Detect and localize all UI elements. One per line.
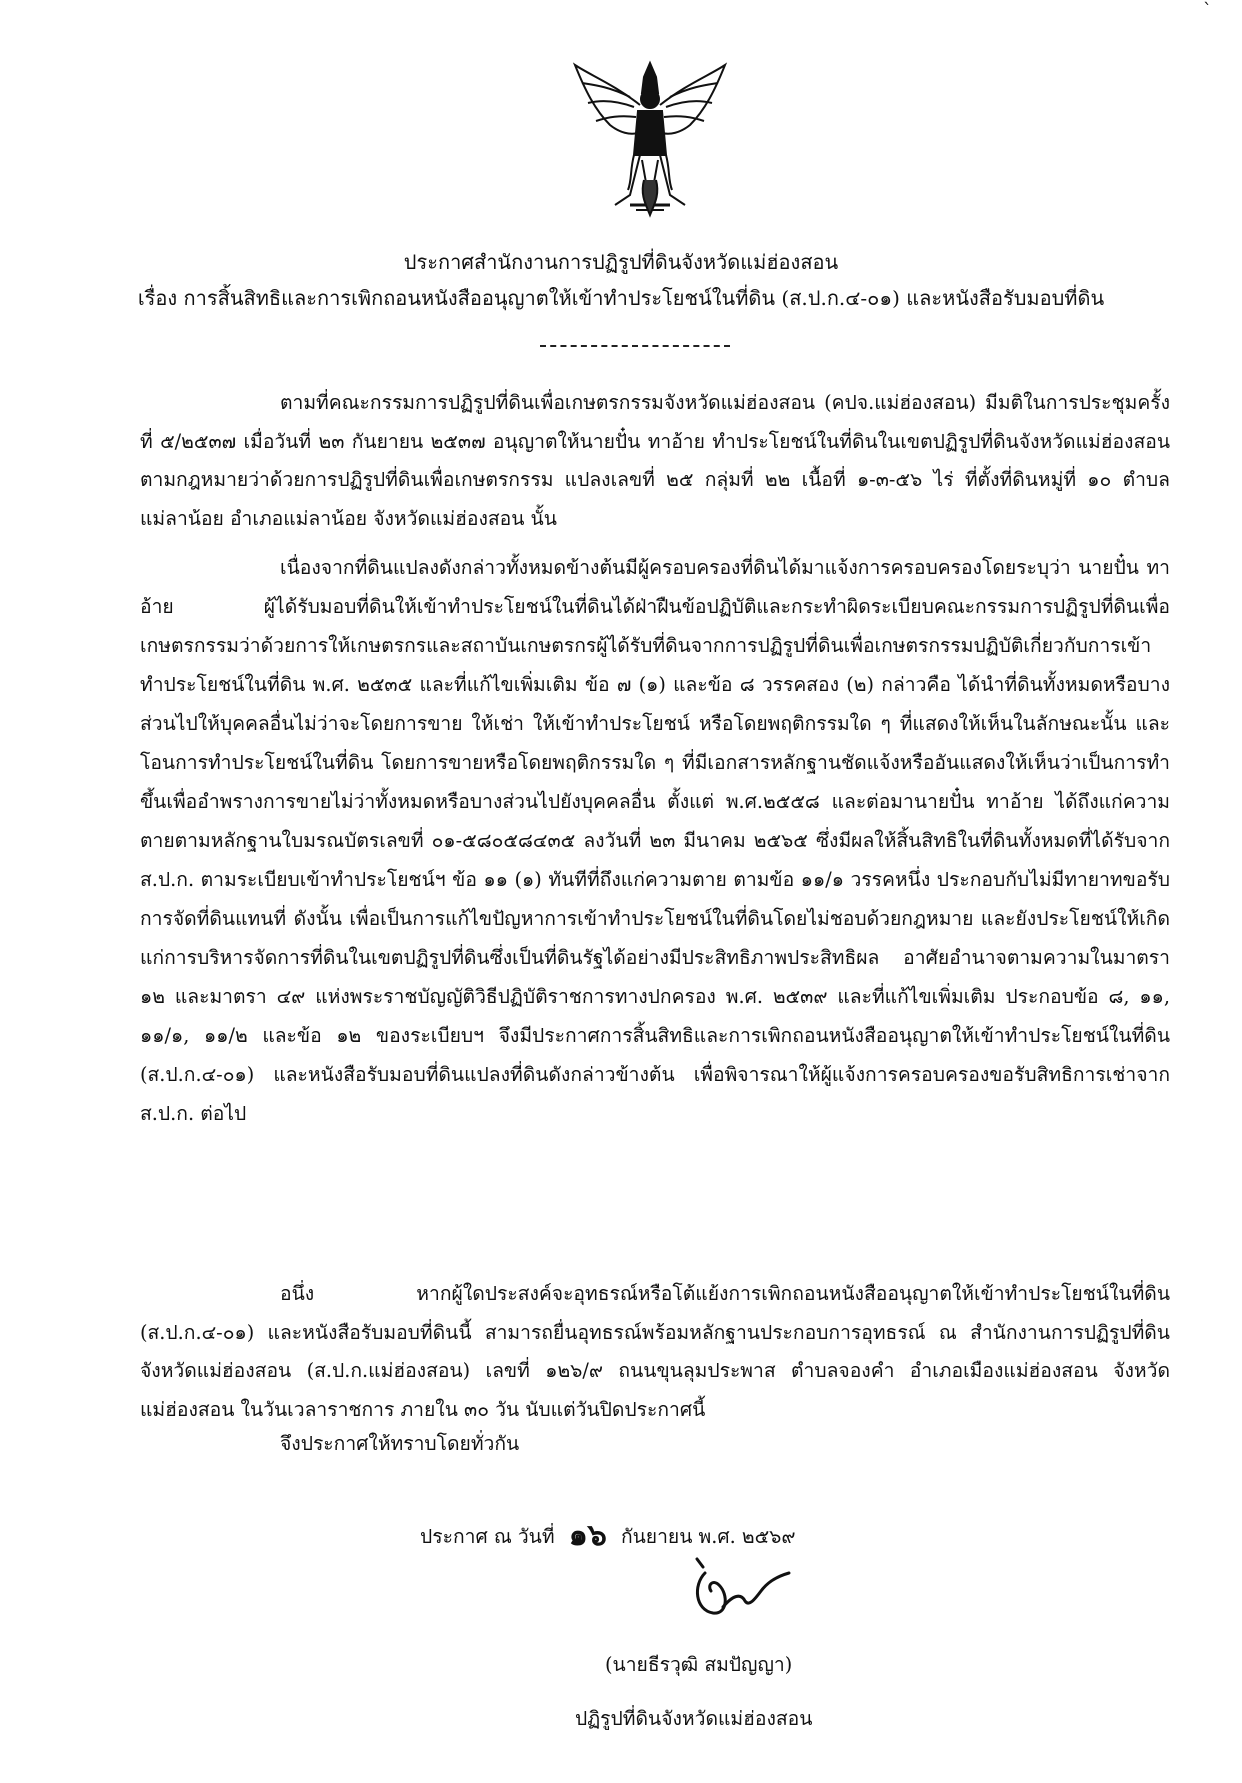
date-day-handwritten: ๑๖ <box>568 1518 607 1553</box>
announcement-title: ประกาศสำนักงานการปฏิรูปที่ดินจังหวัดแม่ฮ่องสอน <box>403 250 839 274</box>
date-suffix: กันยายน พ.ศ. ๒๕๖๙ <box>620 1525 796 1548</box>
corner-tick-mark: ˋ <box>1203 0 1212 21</box>
title-divider <box>540 345 730 347</box>
body-paragraph-1: ตามที่คณะกรรมการปฏิรูปที่ดินเพื่อเกษตรกรรมจังหวัดแม่ฮ่องสอน (คปจ.แม่ฮ่องสอน) มีมติในการประชุมครั้งที่ ๕/๒๕๓๗ เมื่อวันที่ ๒๓ กันยายน ๒๕๓๗ อนุญาตให้นายปั๋น ทาอ้าย ทำประโยชน์ในที่ดินในเขตปฏิรูปที่ดินจังหวัดแม่ฮ่องสอน ตามกฎหมายว่าด้วยการปฏิรูปที่ดินเพื่อเกษตรกรรม แปลงเลขที่ ๒๕ กลุ่มที่ ๒๒ เนื้อที่ ๑-๓-๕๖ ไร่ ที่ตั้งที่ดินหมู่ที่ ๑๐ ตำบลแม่ลาน้อย อำเภอแม่ลาน้อย จังหวัดแม่ฮ่องสอน นั้น <box>140 391 1170 530</box>
handwritten-signature-icon <box>685 1555 795 1625</box>
announcement-subject: เรื่อง การสิ้นสิทธิและการเพิกถอนหนังสืออนุญาตให้เข้าทำประโยชน์ในที่ดิน (ส.ป.ก.๔-๐๑) และหนังสือรับมอบที่ดิน <box>137 286 1105 310</box>
garuda-emblem-icon <box>570 55 730 220</box>
signer-name: (นายธีรวุฒิ สมปัญญา) <box>605 1653 793 1676</box>
body-paragraph-2: เนื่องจากที่ดินแปลงดังกล่าวทั้งหมดข้างต้นมีผู้ครอบครองที่ดินได้มาแจ้งการครอบครองโดยระบุว่า นายปั๋น ทาอ้าย ผู้ได้รับมอบที่ดินให้เข้าทำประโยชน์ในที่ดินได้ฝ่าฝืนข้อปฏิบัติและกระทำผิดระเบียบคณะกรรมการปฏิรูปที่ดินเพื่อเกษตรกรรมว่าด้วยการให้เกษตรกรและสถาบันเกษตรกรผู้ได้รับที่ดินจากการปฏิรูปที่ดินเพื่อเกษตรกรรมปฏิบัติเกี่ยวกับการเข้าทำประโยชน์ในที่ดิน พ.ศ. ๒๕๓๕ และที่แก้ไขเพิ่มเติม ข้อ ๗ (๑) และข้อ ๘ วรรคสอง (๒) กล่าวคือ ได้นำที่ดินทั้งหมดหรือบางส่วนไปให้บุคคลอื่นไม่ว่าจะโดยการขาย ให้เช่า ให้เข้าทำประโยชน์ หรือโดยพฤติกรรมใด ๆ ที่แสดงให้เห็นในลักษณะนั้น และโอนการทำประโยชน์ในที่ดิน โดยการขายหรือโดยพฤติกรรมใด ๆ ที่มีเอกสารหลักฐานชัดแจ้งหรืออันแสดงให้เห็นว่าเป็นการทำขึ้นเพื่ออำพรางการขายไม่ว่าทั้งหมดหรือบางส่วนไปยังบุคคลอื่น ตั้งแต่ พ.ศ.๒๕๕๘ และต่อมานายปั๋น ทาอ้าย ได้ถึงแก่ความตายตามหลักฐานใบมรณบัตรเลขที่ ๐๑-๕๘๐๕๘๔๓๕ ลงวันที่ ๒๓ มีนาคม ๒๕๖๕ ซึ่งมีผลให้สิ้นสิทธิในที่ดินทั้งหมดที่ได้รับจาก ส.ป.ก. ตามระเบียบเข้าทำประโยชน์ฯ ข้อ ๑๑ (๑) ทันทีที่ถึงแก่ความตาย ตามข้อ ๑๑/๑ วรรคหนึ่ง ประกอบกับไม่มีทายาทขอรับการจัดที่ดินแทนที่ ดังนั้น เพื่อเป็นการแก้ไขปัญหาการเข้าทำประโยชน์ในที่ดินโดยไม่ชอบด้วยกฎหมาย และยังประโยชน์ให้เกิดแก่การบริหารจัดการที่ดินในเขตปฏิรูปที่ดินซึ่งเป็นที่ดินรัฐได้อย่างมีประสิทธิภาพประสิทธิผล อาศัยอำนาจตามความในมาตรา ๑๒ และมาตรา ๔๙ แห่งพระราชบัญญัติวิธีปฏิบัติราชการทางปกครอง พ.ศ. ๒๕๓๙ และที่แก้ไขเพิ่มเติม ประกอบข้อ ๘, ๑๑, ๑๑/๑, ๑๑/๒ และข้อ ๑๒ ของระเบียบฯ จึงมีประกาศการสิ้นสิทธิและการเพิกถอนหนังสืออนุญาตให้เข้าทำประโยชน์ในที่ดิน (ส.ป.ก.๔-๐๑) และหนังสือรับมอบที่ดินแปลงที่ดินดังกล่าวข้างต้น เพื่อพิจารณาให้ผู้แจ้งการครอบครองขอรับสิทธิการเช่าจาก ส.ป.ก. ต่อไป <box>140 556 1170 1125</box>
body-paragraph-3: อนึ่ง หากผู้ใดประสงค์จะอุทธรณ์หรือโต้แย้งการเพิกถอนหนังสืออนุญาตให้เข้าทำประโยชน์ในที่ดิน (ส.ป.ก.๔-๐๑) และหนังสือรับมอบที่ดินนี้ สามารถยื่นอุทธรณ์พร้อมหลักฐานประกอบการอุทธรณ์ ณ สำนักงานการปฏิรูปที่ดินจังหวัดแม่ฮ่องสอน (ส.ป.ก.แม่ฮ่องสอน) เลขที่ ๑๒๖/๙ ถนนขุนลุมประพาส ตำบลจองคำ อำเภอเมืองแม่ฮ่องสอน จังหวัดแม่ฮ่องสอน ในวันเวลาราชการ ภายใน ๓๐ วัน นับแต่วันปิดประกาศนี้ <box>140 1282 1170 1421</box>
announcement-date <box>420 1512 796 1559</box>
signer-position: ปฏิรูปที่ดินจังหวัดแม่ฮ่องสอน <box>575 1707 813 1730</box>
body-paragraph-4: จึงประกาศให้ทราบโดยทั่วกัน <box>280 1432 520 1455</box>
date-prefix: ประกาศ ณ วันที่ <box>420 1525 555 1548</box>
